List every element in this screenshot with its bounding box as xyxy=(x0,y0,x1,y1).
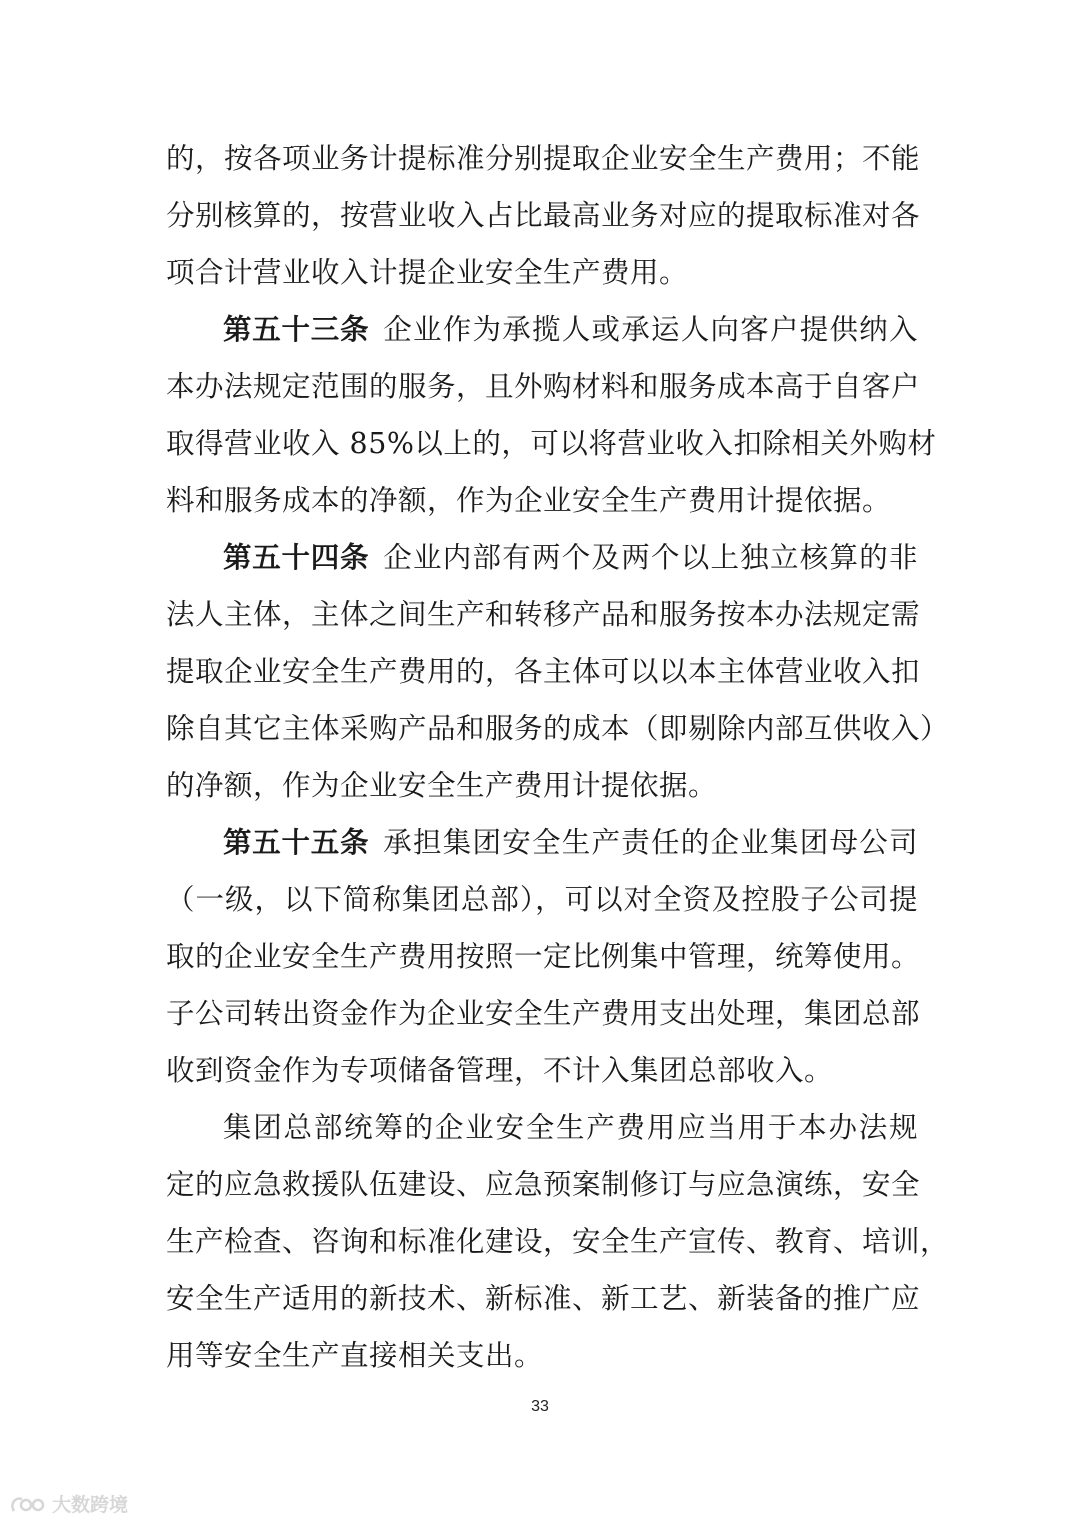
document-body xyxy=(166,130,950,1384)
text-line xyxy=(166,1270,921,1327)
text-line xyxy=(166,700,950,757)
text-line xyxy=(166,928,921,985)
line-text: 子公司转出资金作为企业安全生产费用支出处理，集团总部 xyxy=(166,997,921,1030)
text-line xyxy=(166,1042,918,1099)
text-line xyxy=(166,415,937,472)
line-text: 除自其它主体采购产品和服务的成本（即剔除内部互供收入） xyxy=(166,712,950,745)
line-text: 定的应急救援队伍建设、应急预案制修订与应急演练，安全 xyxy=(166,1168,921,1201)
line-text: 法人主体，主体之间生产和转移产品和服务按本办法规定需 xyxy=(166,598,921,631)
text-line xyxy=(166,529,918,586)
line-text: 提取企业安全生产费用的，各主体可以以本主体营业收入扣 xyxy=(166,655,921,688)
page-number: 33 xyxy=(531,1398,549,1415)
text-line xyxy=(166,871,918,928)
text-line xyxy=(166,187,921,244)
article-heading: 第五十五条 xyxy=(223,826,370,859)
text-line xyxy=(166,301,918,358)
line-text: 分别核算的，按营业收入占比最高业务对应的提取标准对各 xyxy=(166,199,921,232)
line-text: 企业内部有两个及两个以上独立核算的非 xyxy=(383,541,918,574)
text-line xyxy=(166,1213,950,1270)
line-text: 承担集团安全生产责任的企业集团母公司 xyxy=(383,826,918,859)
line-text: （一级，以下简称集团总部），可以对全资及控股子公司提 xyxy=(166,883,918,916)
text-line xyxy=(166,643,921,700)
line-text: 用等安全生产直接相关支出。 xyxy=(166,1339,544,1372)
line-text: 收到资金作为专项储备管理，不计入集团总部收入。 xyxy=(166,1054,834,1087)
line-text: 的净额，作为企业安全生产费用计提依据。 xyxy=(166,769,718,802)
line-text: 取的企业安全生产费用按照一定比例集中管理，统筹使用。 xyxy=(166,940,921,973)
line-text: 取得营业收入 85%以上的，可以将营业收入扣除相关外购材 xyxy=(166,427,937,460)
text-line xyxy=(166,130,921,187)
line-text: 企业作为承揽人或承运人向客户提供纳入 xyxy=(383,313,918,346)
line-text: 集团总部统筹的企业安全生产费用应当用于本办法规 xyxy=(223,1111,918,1144)
line-text: 项合计营业收入计提企业安全生产费用。 xyxy=(166,256,689,289)
text-line xyxy=(166,1327,918,1384)
line-text: 料和服务成本的净额，作为企业安全生产费用计提依据。 xyxy=(166,484,892,517)
text-line xyxy=(166,1099,918,1156)
text-line xyxy=(166,244,918,301)
watermark-text: 大数跨境 xyxy=(52,1494,129,1516)
text-line xyxy=(166,472,918,529)
text-line xyxy=(166,814,918,871)
text-line xyxy=(166,1156,921,1213)
text-line xyxy=(166,757,918,814)
watermark xyxy=(8,1490,128,1517)
line-text: 的，按各项业务计提标准分别提取企业安全生产费用；不能 xyxy=(166,142,921,175)
line-text: 安全生产适用的新技术、新标准、新工艺、新装备的推广应 xyxy=(166,1282,921,1315)
article-heading: 第五十三条 xyxy=(223,313,370,346)
text-line xyxy=(166,586,921,643)
brand-logo-icon xyxy=(8,1491,48,1517)
text-line xyxy=(166,358,921,415)
article-heading: 第五十四条 xyxy=(223,541,370,574)
text-line xyxy=(166,985,921,1042)
line-text: 本办法规定范围的服务，且外购材料和服务成本高于自客户 xyxy=(166,370,921,403)
line-text: 生产检查、咨询和标准化建设，安全生产宣传、教育、培训， xyxy=(166,1225,950,1258)
